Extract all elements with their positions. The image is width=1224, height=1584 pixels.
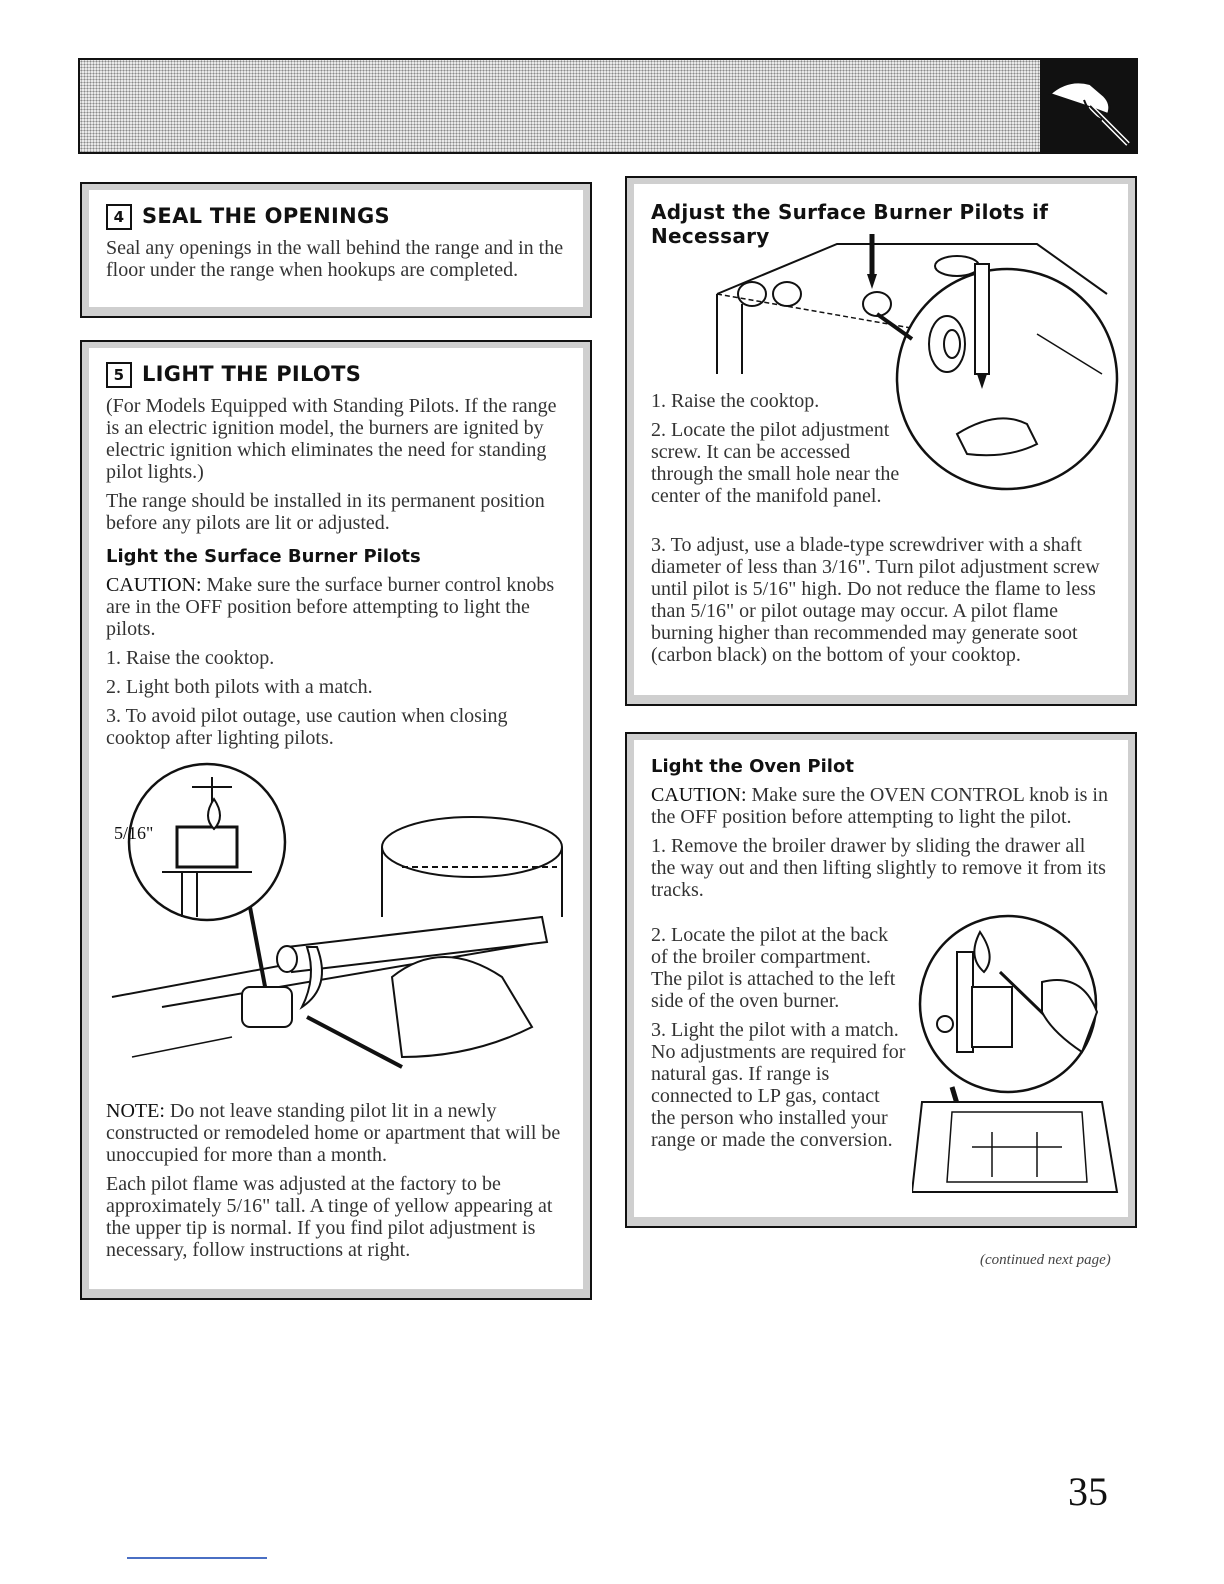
seal-openings-title: SEAL THE OPENINGS (142, 204, 390, 228)
step-number-badge: 4 (106, 204, 132, 230)
adjust-step-1: 1. Raise the cooktop. (651, 390, 820, 412)
light-pilots-title: LIGHT THE PILOTS (142, 362, 362, 386)
oven-pilot-heading: Light the Oven Pilot (651, 756, 854, 777)
pilot-adjustment-para: Each pilot flame was adjusted at the factory to be approximately 5/16" tall. A tinge of yellow appearing at the upper tip is normal. If you find pilot adjustment is necessary, follow instructions at right. (106, 1173, 553, 1261)
oven-step-1: 1. Remove the broiler drawer by sliding the drawer all the way out and then lifting slightly to remove it from its tracks. (651, 835, 1106, 901)
continued-note: (continued next page) (980, 1252, 1111, 1268)
adjust-step-3: 3. To adjust, use a blade-type screwdriver with a shaft diameter of less than 3/16". Turn pilot adjustment screw until pilot is 5/16" high. Do not reduce the flame to less than 5/16" or pilot outage may occur. A pilot flame burning higher than recommended may generate soot (carbon black) on the bottom of your cooktop. (651, 534, 1100, 666)
adjust-step-2: 2. Locate the pilot adjustment screw. It can be accessed through the small hole near the center of the manifold panel. (651, 419, 900, 507)
oven-step-2: 2. Locate the pilot at the back of the broiler compartment. The pilot is attached to the left side of the oven burner. (651, 924, 896, 1012)
light-pilots-intro: (For Models Equipped with Standing Pilots. If the range is an electric ignition model, the burners are ignited by electric ignition which eliminates the need for standing pilot lights.) (106, 395, 557, 483)
surface-step-2: 2. Light both pilots with a match. (106, 676, 373, 698)
light-pilots-heading (106, 362, 566, 388)
caution-label: CAUTION: (651, 784, 747, 806)
oven-pilot-illustration (912, 912, 1122, 1212)
surface-pilots-subheading: Light the Surface Burner Pilots (106, 546, 421, 567)
seal-openings-heading (106, 204, 566, 230)
surface-step-1: 1. Raise the cooktop. (106, 647, 275, 669)
caution-label: CAUTION: (106, 574, 202, 596)
surface-pilot-illustration (102, 757, 572, 1077)
seal-openings-body: Seal any openings in the wall behind the range and in the floor under the range when hookups are completed. (106, 237, 564, 281)
adjust-pilots-heading: Adjust the Surface Burner Pilots if Necessary (651, 200, 1049, 248)
light-pilots-position: The range should be installed in its permanent position before any pilots are lit or adjusted. (106, 490, 545, 534)
light-pilots-box (80, 340, 592, 1300)
footer-line (127, 1557, 267, 1559)
oven-pilot-caution (651, 784, 1111, 828)
surface-step-3: 3. To avoid pilot outage, use caution when closing cooktop after lighting pilots. (106, 705, 508, 749)
page-number: 35 (1068, 1469, 1108, 1514)
step-number-badge: 5 (106, 362, 132, 388)
caution-text: Make sure the surface burner control knobs are in the OFF position before attempting to light the pilots. (106, 574, 555, 640)
adjust-pilots-box (625, 176, 1137, 706)
flame-height-label: 5/16" (114, 823, 154, 843)
note-text: Do not leave standing pilot lit in a newly constructed or remodeled home or apartment that will be unoccupied for more than a month. (106, 1100, 561, 1166)
note-label: NOTE: (106, 1100, 165, 1122)
seal-openings-box (80, 182, 592, 318)
header-banner (78, 58, 1138, 154)
pilot-note (106, 1100, 576, 1166)
oven-step-3: 3. Light the pilot with a match. No adjustments are required for natural gas. If range is connected to LP gas, contact the person who installed your range or made the conversion. (651, 1019, 906, 1151)
caution-text: Make sure the OVEN CONTROL knob is in the OFF position before attempting to light the pilot. (651, 784, 1108, 828)
oven-pilot-box (625, 732, 1137, 1228)
hand-screwdriver-icon (1046, 60, 1138, 152)
surface-pilots-caution (106, 574, 566, 640)
